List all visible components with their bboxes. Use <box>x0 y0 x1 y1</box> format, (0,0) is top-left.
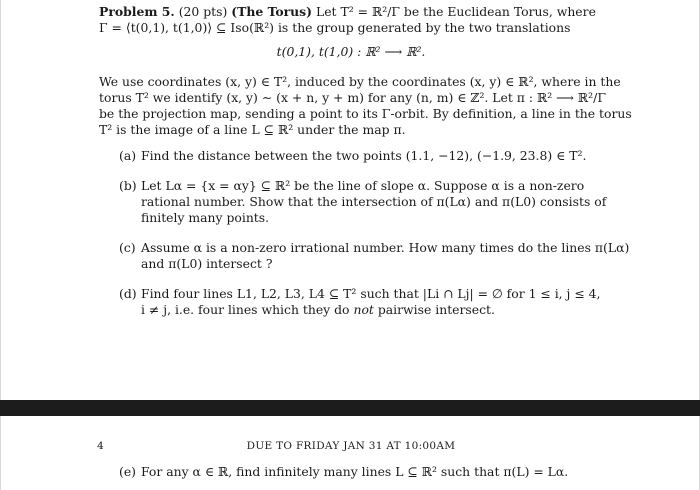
paragraph-line-3: be the projection map, sending a point to its Γ-orbit. By definition, a line in the torus <box>99 106 632 121</box>
part-d-label: (d) <box>119 286 137 301</box>
part-c-line-1: Assume α is a non-zero irrational number. How many times do the lines π(Lα) <box>141 240 630 255</box>
due-date-footer: DUE TO FRIDAY JAN 31 AT 10:00AM <box>246 440 456 452</box>
paragraph-line-2: torus T² we identify (x, y) ∼ (x + n, y + m) for any (n, m) ∈ ℤ². Let π : ℝ² ⟶ ℝ²/Γ <box>99 90 606 105</box>
part-a-label: (a) <box>119 148 137 163</box>
paragraph-line-4: T² is the image of a line L ⊆ ℝ² under the map π. <box>99 122 406 137</box>
problem-line1-rest: Let T² = ℝ²/Γ be the Euclidean Torus, where <box>315 4 596 19</box>
part-d-line-2-tail: pairwise intersect. <box>377 302 495 317</box>
part-d-line-2-start: i ≠ j, i.e. four lines which they do <box>141 302 350 317</box>
page-2 <box>0 416 700 490</box>
part-b-line-3: finitely many points. <box>141 210 270 225</box>
problem-points: (20 pts) <box>178 4 228 19</box>
page-break-divider <box>0 400 700 416</box>
problem-line-2: Γ = ⟨t(0,1), t(1,0)⟩ ⊆ Iso(ℝ²) is the group generated by the two translations <box>99 20 571 35</box>
problem-label: Problem 5. <box>99 4 175 19</box>
problem-topic: (The Torus) <box>231 4 313 19</box>
part-a-line-1: Find the distance between the two points (1.1, −12), (−1.9, 23.8) ∈ T². <box>141 148 587 163</box>
problem-heading-line <box>99 4 596 20</box>
part-b-line-1: Let Lα = {x = αy} ⊆ ℝ² be the line of slope α. Suppose α is a non-zero <box>141 178 585 193</box>
part-c-label: (c) <box>119 240 136 255</box>
part-e-line-1: For any α ∈ ℝ, find infinitely many lines L ⊆ ℝ² such that π(L) = Lα. <box>141 464 569 479</box>
translation-formula: t(0,1), t(1,0) : ℝ² ⟶ ℝ². <box>276 44 426 59</box>
page-number: 4 <box>97 440 104 452</box>
paragraph-line-1: We use coordinates (x, y) ∈ T², induced by the coordinates (x, y) ∈ ℝ², where in the <box>99 74 621 89</box>
part-d-line-2 <box>141 302 495 318</box>
part-d-line-1: Find four lines L1, L2, L3, L4 ⊆ T² such that |Li ∩ Lj| = ∅ for 1 ≤ i, j ≤ 4, <box>141 286 601 301</box>
part-b-line-2: rational number. Show that the intersection of π(Lα) and π(L0) consists of <box>141 194 607 209</box>
part-d-not-word: not <box>353 302 374 317</box>
part-c-line-2: and π(L0) intersect ? <box>141 256 273 271</box>
part-b-label: (b) <box>119 178 137 193</box>
part-e-label: (e) <box>119 464 137 479</box>
